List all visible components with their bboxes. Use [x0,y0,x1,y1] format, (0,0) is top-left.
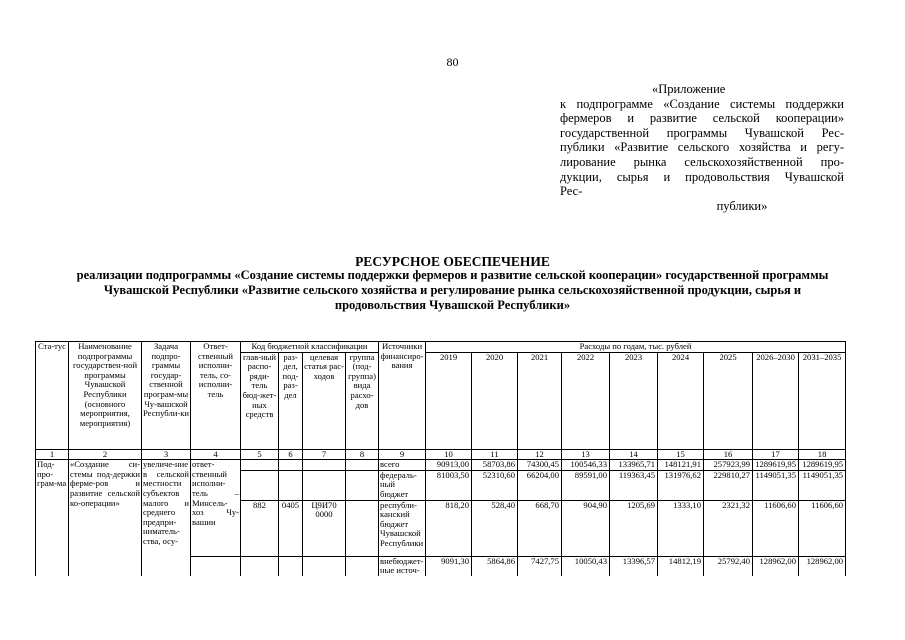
value-cell: 10050,43 [562,556,610,576]
header-year: 2022 [562,352,610,449]
column-number: 18 [799,449,846,460]
row-task: увеличе-ние в сельской местности субъектов малого и среднего предпри-ниматель-ства, осу- [142,460,191,576]
value-cell: 128962,00 [799,556,846,576]
value-cell: 133965,71 [610,460,658,471]
column-number: 1 [36,449,69,460]
header-status: Ста-тус [36,342,69,450]
page-number: 80 [446,55,459,69]
header-year: 2031–2035 [799,352,846,449]
value-cell: 66204,00 [518,470,562,500]
column-number: 13 [562,449,610,460]
value-cell: 11606,60 [799,500,846,556]
header-year: 2020 [472,352,518,449]
value-cell: 131976,62 [658,470,704,500]
value-cell: 58703,86 [472,460,518,471]
value-cell: 257923,99 [704,460,753,471]
value-cell: 11606,60 [753,500,799,556]
value-cell: 1149051,35 [753,470,799,500]
value-cell: 90913,00 [426,460,472,471]
row-chief-manager: 882 [241,500,279,556]
header-row [36,342,846,353]
column-number: 2 [69,449,142,460]
appendix-line: лирование рынка сельскохозяйственной про- [560,154,844,169]
value-cell: 9091,30 [426,556,472,576]
value-cell: 148121,91 [658,460,704,471]
row-status: Под-про-грам-ма [36,460,69,576]
header-task: Задача подпро-граммы государ-ственной програм-мы Чу-вашской Республи-ки [142,342,191,450]
header-year: 2026–2030 [753,352,799,449]
value-cell: 100546,33 [562,460,610,471]
header-section: раз-дел, под-раз-дел [279,352,303,449]
appendix-line: публики «Развитие сельского хозяйства и регу- [560,140,844,155]
column-number: 3 [142,449,191,460]
value-cell: 5864,86 [472,556,518,576]
value-cell: 1289619,95 [753,460,799,471]
column-number: 9 [379,449,426,460]
header-year: 2024 [658,352,704,449]
column-number: 5 [241,449,279,460]
resource-table [35,341,846,576]
appendix-line: Рес- [560,184,583,199]
value-cell: 81003,50 [426,470,472,500]
appendix-line: к подпрограмме «Создание системы поддержки [560,96,844,111]
value-cell: 14812,19 [658,556,704,576]
appendix-caption [560,82,844,213]
column-number: 15 [658,449,704,460]
header-year: 2023 [610,352,658,449]
column-number: 4 [191,449,241,460]
header-expense-group: группа (под-группа) вида расхо-дов [346,352,379,449]
appendix-line: публики» [716,198,768,213]
value-cell: 1149051,35 [799,470,846,500]
header-chief-manager: глав-ный распо-ряди-тель бюд-жет-ных средств [241,352,279,449]
row-expense-group [346,500,379,556]
header-year: 2025 [704,352,753,449]
column-number: 6 [279,449,303,460]
value-cell: 52310,60 [472,470,518,500]
appendix-line: дукции, сырья и продовольствия Чувашской [560,169,844,184]
appendix-line: фермеров и развитие сельской кооперации» [560,111,844,126]
document-subtitle: реализации подпрограммы «Создание системы поддержки фермеров и развитие сельской кооперации» государственной программы Чувашской Республики «Развитие сельского хозяйства и регулирование рынка сельскохозяйственной продукции, сырья и продовольствия Чувашской Республики» [76,268,829,313]
header-target-item: целевая статья рас-ходов [303,352,346,449]
value-cell: 7427,75 [518,556,562,576]
value-cell: 25792,40 [704,556,753,576]
column-number: 17 [753,449,799,460]
value-cell: 13396,57 [610,556,658,576]
value-cell: 1333,10 [658,500,704,556]
source-label: республи-канский бюджет Чувашской Республики [379,500,426,556]
column-number: 10 [426,449,472,460]
row-section: 0405 [279,500,303,556]
row-executor: ответ-ственный исполни-тель – Минсель-хоз Чу-вашии [191,460,241,556]
value-cell: 668,70 [518,500,562,556]
value-cell: 2321,32 [704,500,753,556]
column-number: 12 [518,449,562,460]
header-expenses: Расходы по годам, тыс. рублей [426,342,846,353]
appendix-line: «Приложение [652,82,726,96]
value-cell: 119363,45 [610,470,658,500]
value-cell: 74300,45 [518,460,562,471]
value-cell: 89591,00 [562,470,610,500]
value-cell: 1205,69 [610,500,658,556]
column-number: 8 [346,449,379,460]
value-cell: 904,90 [562,500,610,556]
header-sources: Источники финансиро-вания [379,342,426,450]
row-target-item: Ц9И70 0000 [303,500,346,556]
appendix-line: государственной программы Чувашской Рес- [560,125,844,140]
source-label: всего [379,460,426,471]
column-number: 16 [704,449,753,460]
value-cell: 1289619,95 [799,460,846,471]
column-number-row [36,449,846,460]
value-cell: 229810,27 [704,470,753,500]
column-number: 14 [610,449,658,460]
value-cell: 128962,00 [753,556,799,576]
column-number: 7 [303,449,346,460]
header-executor: Ответ-ственный исполни-тель, со-исполни-тель [191,342,241,450]
column-number: 11 [472,449,518,460]
header-year: 2021 [518,352,562,449]
document-title: РЕСУРСНОЕ ОБЕСПЕЧЕНИЕ [355,254,550,269]
header-year: 2019 [426,352,472,449]
value-cell: 528,40 [472,500,518,556]
value-cell: 818,20 [426,500,472,556]
row-name: «Создание си-стемы под-держки ферме-ров и развитие сельской ко-операции» [69,460,142,576]
table-row [36,460,846,471]
source-label: внебюджет-ные источ- [379,556,426,576]
source-label: федераль-ный бюджет [379,470,426,500]
header-name: Наименование подпрограммы государствен-ной программы Чувашской Республики (основного мероприятия, мероприятия) [69,342,142,450]
header-budget-code: Код бюджетной классификации [241,342,379,353]
